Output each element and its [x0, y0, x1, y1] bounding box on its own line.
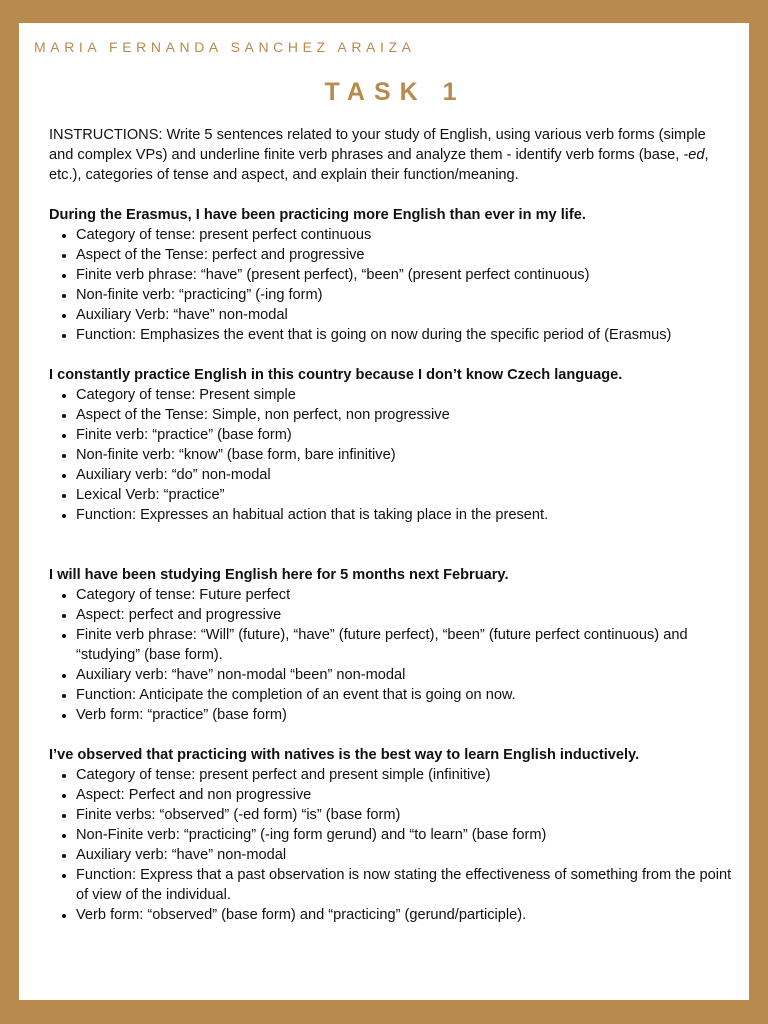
analysis-list: [49, 765, 734, 925]
author-name: MARIA FERNANDA SANCHEZ ARAIZA: [34, 39, 416, 55]
list-item: • Auxiliary verb: “do” non-modal: [76, 465, 734, 485]
list-item: • Aspect: Perfect and non progressive: [76, 785, 734, 805]
instructions-text: INSTRUCTIONS: Write 5 sentences related to your study of English, using various verb forms (simple and complex VPs) and underline finite verb phrases and analyze them - identify verb forms (base,: [49, 127, 706, 163]
list-item: • Verb form: “observed” (base form) and “practicing” (gerund/participle).: [76, 905, 734, 925]
analysis-list: [49, 225, 734, 345]
instructions-text-end: , etc.), categories of tense and aspect, and explain their function/meaning.: [49, 147, 709, 183]
list-item: • Category of tense: Present simple: [76, 385, 734, 405]
analysis-list: [49, 385, 734, 525]
list-item: • Finite verb phrase: “have” (present perfect), “been” (present perfect continuous): [76, 265, 734, 285]
sentence-heading: I’ve observed that practicing with natives is the best way to learn English inductively.: [49, 747, 640, 763]
list-item: • Aspect of the Tense: perfect and progressive: [76, 245, 734, 265]
list-item: • Finite verbs: “observed” (-ed form) “is” (base form): [76, 805, 734, 825]
sentence-section-2: [49, 365, 734, 525]
instructions: [49, 125, 734, 185]
list-item: • Function: Express that a past observation is now stating the effectiveness of something from the point of view of the individual.: [76, 865, 734, 905]
list-item: • Category of tense: present perfect and present simple (infinitive): [76, 765, 734, 785]
sentence-section-4: [49, 745, 734, 925]
sentence-heading: I will have been studying English here for 5 months next February.: [49, 567, 509, 583]
sentence-heading: During the Erasmus, I have been practicing more English than ever in my life.: [49, 207, 586, 223]
list-item: • Category of tense: present perfect continuous: [76, 225, 734, 245]
list-item: • Non-finite verb: “practicing” (-ing form): [76, 285, 734, 305]
analysis-list: [49, 585, 734, 725]
list-item: • Auxiliary verb: “have” non-modal “been” non-modal: [76, 665, 734, 685]
list-item: • Verb form: “practice” (base form): [76, 705, 734, 725]
sentence-heading: I constantly practice English in this country because I don’t know Czech language.: [49, 367, 623, 383]
list-item: • Finite verb: “practice” (base form): [76, 425, 734, 445]
list-item: • Finite verb phrase: “Will” (future), “have” (future perfect), “been” (future perfect continuous) and “studying” (base form).: [76, 625, 734, 665]
list-item: • Non-Finite verb: “practicing” (-ing form gerund) and “to learn” (base form): [76, 825, 734, 845]
list-item: • Auxiliary verb: “have” non-modal: [76, 845, 734, 865]
list-item: • Function: Expresses an habitual action that is taking place in the present.: [76, 505, 734, 525]
document-page: [19, 23, 749, 1000]
sentence-section-3: [49, 565, 734, 725]
document-body: [49, 125, 734, 945]
list-item: • Lexical Verb: “practice”: [76, 485, 734, 505]
page-title: TASK 1: [324, 78, 466, 106]
list-item: • Aspect: perfect and progressive: [76, 605, 734, 625]
list-item: • Aspect of the Tense: Simple, non perfect, non progressive: [76, 405, 734, 425]
sentence-section-1: [49, 205, 734, 345]
instructions-italic: -ed: [683, 147, 705, 163]
list-item: • Function: Anticipate the completion of an event that is going on now.: [76, 685, 734, 705]
list-item: • Category of tense: Future perfect: [76, 585, 734, 605]
list-item: • Non-finite verb: “know” (base form, bare infinitive): [76, 445, 734, 465]
list-item: • Function: Emphasizes the event that is going on now during the specific period of (Erasmus): [76, 325, 734, 345]
list-item: • Auxiliary Verb: “have” non-modal: [76, 305, 734, 325]
